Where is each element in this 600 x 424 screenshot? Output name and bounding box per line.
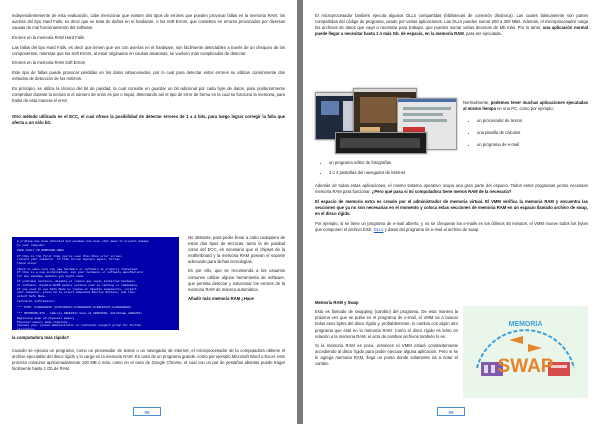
bsod-line: *** SPCMDCON.SYS - Address FBFE7617 base at FBFE5000, DateStamp 3d6dd67c bbox=[17, 311, 142, 315]
list-item: • un procesador de textos bbox=[477, 118, 588, 124]
ecc-text: Otro método utilizado es el ECC, el cual ofrece la posibilidad de detectar errores de 1 a 4 bits, para luego lograr corregir la falla que afecta a un sólo bit. bbox=[12, 113, 285, 125]
bsod-line: If this is a new installation, ask your hardware or software manufacturer bbox=[17, 271, 144, 275]
dlls-link[interactable]: DLLs bbox=[373, 226, 384, 232]
applications-column bbox=[463, 100, 588, 154]
bsod-line: for any windows updates you might need. bbox=[17, 274, 85, 278]
swap-section bbox=[315, 300, 458, 371]
applications-list bbox=[463, 118, 588, 148]
list-item: • un programa de e-mail bbox=[477, 142, 588, 148]
vmm-paragraph: El espacio de memoria extra es creado por el administrador de memoria virtual. El VMM verifica la memoria RAM y encuentra las secciones que ya no son necesarias en el momento y coloca estas secciones de memoria RAM en un espacio llamado archivo de swap, en el disco rígido. bbox=[315, 198, 588, 216]
bsod-line: your computer, press F8 to select Advanced Startup Options, and then bbox=[17, 291, 135, 295]
bsod-line: select Safe Mode. bbox=[17, 294, 47, 298]
right-page bbox=[303, 0, 600, 424]
left-page bbox=[0, 0, 297, 424]
bsod-line: If this is the first time you've seen this Stop error screen, bbox=[17, 254, 123, 258]
bsod-line: *** STOP: 0x00000050 (0xFD3094C2,0x00000001,0xFBFE7617,0x00000000) bbox=[17, 305, 132, 309]
page-number: 99 bbox=[437, 407, 465, 416]
left-bottom-text bbox=[12, 335, 285, 376]
window-thumbnail bbox=[335, 132, 427, 154]
bsod-line: If problems continue, disable or remove any newly installed hardware bbox=[17, 280, 135, 284]
chipset-paragraph: No obstante, para poder llevar a cabo cualquiera de estos dos tipos de técnicas, tanto la de paridad como del ECC, es necesario que el chipset de la motherboard y la memoria RAM posean el soporte adecuado para dichas tecnologías. bbox=[188, 235, 285, 265]
swapping-paragraph: Esto es llamado de swapping (cambio) del programa. De esta manera la próxima vez que se pulse en el programa de e-mail, el VMM va a buscar todos esos bytes del disco rígido y, probablemente, lo cambia con algún otro programa que esté en la memoria RAM. Como el disco rígido es lento en relación a la memoria RAM, el acto de cambiar archivos también lo es. bbox=[315, 309, 458, 339]
intro-paragraph: Independientemente de esta evaluación, cabe mencionar que existen dos tipos de errores que pueden provocar fallas en la memoria RAM: los averías del tipo Hard Fails, es decir que se trata de daños en el hardware, o los Soft Errors, que consisten en errores provocados por diversas causas de mal funcionamiento del software. bbox=[12, 13, 285, 31]
hard-fails-heading: Errores en la memoria RAM Hard Fails bbox=[12, 34, 85, 40]
bsod-line: PAGE_FAULT_IN_NONPAGED_AREA bbox=[17, 249, 64, 253]
bsod-line: assistance. bbox=[17, 327, 37, 330]
left-top-text bbox=[12, 13, 285, 129]
bsod-line: or software. Disable BIOS memory options such as caching or shadowing. bbox=[17, 283, 139, 287]
applications-list-continued bbox=[315, 160, 465, 180]
execution-paragraph: Cuando se ejecuta un programa, como un procesador de textos o un navegador de Internet, el microprocesador de la computadora obtiene el archivo ejecutable del disco rígido y lo carga en la memoria RAM. En caso de un programa grande, como por ejemplo Microsoft Word o Excel, este proceso consume aproximadamente 100 MB o más, como en el caso de Google Chrome, el cual con un par de pestañas abiertas puede tragar fácilmente hasta 1 Gb de RAM. bbox=[12, 347, 285, 371]
os-paragraph: Además de todas estas aplicaciones, el mismo sistema operativo ocupa una gran parte del espacio. Todos estos programas juntos necesitan memoria RAM para funcionar. ¿Pero qué pasa si mi computadora tiene menos RAM de la necesaria? bbox=[315, 183, 588, 195]
bsod-line: Physical memory dump complete. bbox=[17, 320, 70, 324]
swap-banner-text: SWAP bbox=[497, 356, 554, 377]
faster-question: la computadora más rápida? bbox=[12, 335, 70, 340]
low-ram-paragraph: Si la memoria RAM es poca, entonces el VMM estará constantemente accediendo al disco rígido para poder ejecutar alguna aplicación. Pero si se le agrega memoria RAM, llega un punto donde solamente irá a notar el cambio bbox=[315, 342, 458, 367]
left-side-text bbox=[188, 235, 285, 305]
swap-heading: Memoria RAM y Swap bbox=[315, 300, 359, 305]
dll-paragraph: El microprocesador también ejecuta algunos DLLs compartidas (bibliotecas de conexión dinámica). Las cuales básicamente son partes compartidas del código de programa, usado por varias aplicaciones. Las DLLs pueden sumar 200 a 300 MBs. Además, el microprocesador carga los archivos de datos que vaya a necesitar para trabajar, que pueden sumar varias decenas de Mb más. Por lo tanto, una aplicación normal puede llegar a necesitar hasta 1 o más Gb. de espacio, en la memoria RAM, para ser ejecutada. bbox=[315, 13, 588, 37]
swap-banner-top: MEMORIA bbox=[508, 321, 543, 328]
list-item: • 3 o 4 pestañas del navegador de internet bbox=[329, 170, 465, 176]
right-middle-text bbox=[315, 183, 588, 236]
parity-paragraph: En principio, se utiliza la técnica del bit de paridad, la cual consiste en guardar un bit adicional por cada byte de datos, para posteriormente comprobar durante la lectura si el número de unos es par o impar, detectando así el tipo de error de forma en la cual se funciona la memoria, para hallar de esta manera el error. bbox=[12, 85, 285, 103]
bsod-line: these steps: bbox=[17, 261, 38, 265]
bsod-line: restart your computer. If this screen appears again, follow bbox=[17, 258, 120, 262]
bsod-line: to your computer. bbox=[17, 243, 47, 247]
email-example-paragraph: Por ejemplo, si se tiene un programa de e-mail abierto, y no se chequean los e-mails en los últimos 45 minutos, el VMM mueve todos los bytes que componen el archivo EXE, DLLs y datos del programa de e-mail al archivo de swap. bbox=[315, 220, 588, 232]
bsod-line: Contact your system administrator or technical support group for further bbox=[17, 324, 142, 328]
page-number: 98 bbox=[133, 407, 161, 416]
blue-screen-image bbox=[12, 237, 179, 330]
soft-errors-heading: Errores en la memoria RAM Soft Errors bbox=[12, 60, 86, 66]
desktop-screenshot-image bbox=[315, 88, 455, 154]
bsod-line: Check to make sure any new hardware or software is properly installed. bbox=[17, 267, 139, 271]
many-apps-paragraph: Normalmente, podemos tener muchas aplicaciones ejecutadas al mismo tiempo en una PC, como por ejemplo: bbox=[463, 100, 588, 112]
memory-swap-illustration bbox=[463, 306, 588, 398]
bsod-line: If you need to use Safe Mode to remove or disable components, restart bbox=[17, 287, 137, 291]
list-item: • una planilla de cálculos bbox=[477, 130, 588, 136]
bsod-line: Technical information: bbox=[17, 300, 56, 304]
bsod-line: A problem has been detected and windows has been shut down to prevent damage bbox=[17, 240, 149, 243]
bsod-line: Beginning dump of physical memory bbox=[17, 317, 75, 321]
right-top-text bbox=[315, 13, 588, 41]
hard-fails-paragraph: Las fallas del tipo Hard Fails, es decir que tienen que ver con averías en el hardware, son fácilmente detectables a través de un chequeo de los componentes, mientras que los Soft Errors, al estar originados en causas aleatorias, se vuelven más complicados de detectar. bbox=[12, 44, 285, 56]
software-tool-paragraph: Es por ello, que se recomienda a los usuarios comunes utilizar alguna herramienta de software, que permita detectar y solucionar los errores de la memoria RAM de manera automática. bbox=[188, 268, 285, 292]
list-item: • un programa editor de fotografías bbox=[329, 160, 465, 166]
ecc-paragraph bbox=[12, 114, 285, 126]
more-ram-heading: Añadir más memoria RAM ¿Hace bbox=[188, 295, 254, 301]
soft-errors-paragraph: Este tipo de fallas puede provocar pérdidas en los datos almacenados, por lo cual para detectar estos errores se utilizan comúnmente dos métodos de detección de los mismos. bbox=[12, 70, 285, 82]
